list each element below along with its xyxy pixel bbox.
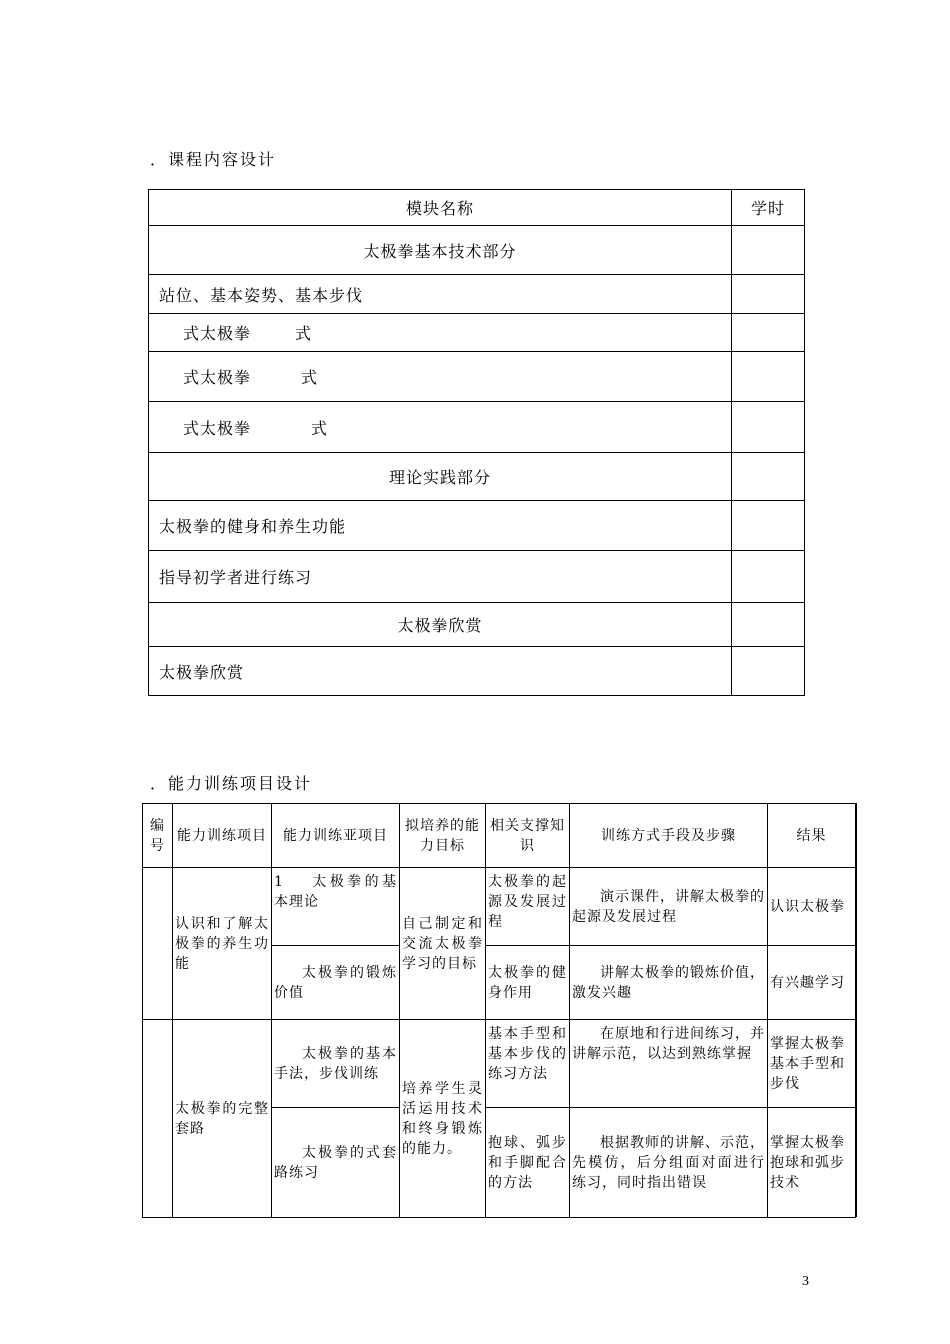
hours-cell — [732, 551, 805, 603]
hours-cell — [732, 226, 805, 275]
subproject-cell: 太极拳的式套路练习 — [272, 1108, 400, 1218]
result-cell: 掌握太极拳抱球和弧步技术 — [768, 1108, 856, 1218]
hours-cell — [732, 402, 805, 453]
module-item: 太极拳欣赏 — [149, 647, 732, 696]
table-row — [143, 1020, 856, 1108]
table-row — [149, 352, 805, 402]
module-item — [149, 402, 732, 453]
header-project: 能力训练项目 — [173, 804, 272, 868]
table-row — [143, 868, 856, 946]
hours-cell — [732, 647, 805, 696]
table-row — [149, 501, 805, 551]
table-row — [149, 226, 805, 275]
form-name: 式太极拳 — [183, 368, 252, 387]
header-subproject: 能力训练亚项目 — [272, 804, 400, 868]
form-name: 式太极拳 — [183, 324, 252, 343]
table-right-double-border — [856, 803, 857, 1217]
knowledge-cell: 太极拳的起源及发展过程 — [486, 868, 570, 946]
sub-text: 太极拳的基本理论 — [274, 874, 397, 910]
header-hours: 学时 — [732, 190, 805, 226]
header-knowledge: 相关支撑知识 — [486, 804, 570, 868]
hours-cell — [732, 603, 805, 647]
table-row — [149, 402, 805, 453]
module-item — [149, 352, 732, 402]
group-title: 理论实践部分 — [149, 453, 732, 501]
table-row — [149, 453, 805, 501]
goal-cell: 自己制定和交流太极拳学习的目标 — [400, 868, 486, 1020]
form-suffix: 式 — [301, 368, 319, 387]
module-item: 太极拳的健身和养生功能 — [149, 501, 732, 551]
table-row — [149, 314, 805, 352]
subproject-cell — [272, 868, 400, 946]
table-row — [149, 647, 805, 696]
method-cell: 根据教师的讲解、示范，先模仿，后分组面对面进行练习，同时指出错误 — [570, 1108, 768, 1218]
subproject-cell: 太极拳的基本手法，步伐训练 — [272, 1020, 400, 1108]
module-item — [149, 314, 732, 352]
table-row — [149, 603, 805, 647]
table-header-row — [143, 804, 856, 868]
section-heading-ability-training: ．能力训练项目设计 — [150, 774, 313, 793]
header-goal: 拟培养的能力目标 — [400, 804, 486, 868]
module-item: 站位、基本姿势、基本步伐 — [149, 275, 732, 314]
header-result: 结果 — [768, 804, 856, 868]
hours-cell — [732, 314, 805, 352]
method-cell: 演示课件，讲解太极拳的起源及发展过程 — [570, 868, 768, 946]
group-title: 太极拳基本技术部分 — [149, 226, 732, 275]
form-name: 式太极拳 — [183, 418, 252, 438]
table-row — [149, 275, 805, 314]
result-cell: 有兴趣学习 — [768, 946, 856, 1020]
result-cell: 掌握太极拳基本手型和步伐 — [768, 1020, 856, 1108]
hours-cell — [732, 352, 805, 402]
section-heading-course-content: ．课程内容设计 — [150, 150, 277, 169]
sub-number: 1 — [274, 874, 284, 890]
goal-cell: 培养学生灵活运用技术和终身锻炼的能力。 — [400, 1020, 486, 1218]
hours-cell — [732, 275, 805, 314]
result-cell: 认识太极拳 — [768, 868, 856, 946]
course-content-table — [148, 189, 805, 696]
table-row — [149, 551, 805, 603]
method-cell: 讲解太极拳的锻炼价值，激发兴趣 — [570, 946, 768, 1020]
knowledge-cell: 太极拳的健身作用 — [486, 946, 570, 1020]
header-module-name: 模块名称 — [149, 190, 732, 226]
ability-training-table — [142, 803, 856, 1218]
project-cell: 认识和了解太极拳的养生功能 — [173, 868, 272, 1020]
knowledge-cell: 基本手型和基本步伐的练习方法 — [486, 1020, 570, 1108]
form-suffix: 式 — [311, 418, 329, 438]
knowledge-cell: 抱球、弧步和手脚配合的方法 — [486, 1108, 570, 1218]
subproject-cell: 太极拳的锻炼价值 — [272, 946, 400, 1020]
header-method: 训练方式手段及步骤 — [570, 804, 768, 868]
hours-cell — [732, 453, 805, 501]
hours-cell — [732, 501, 805, 551]
group-title: 太极拳欣赏 — [149, 603, 732, 647]
group-number — [143, 1020, 173, 1218]
form-suffix: 式 — [295, 324, 313, 343]
header-no: 编号 — [143, 804, 173, 868]
page-number: 3 — [802, 1274, 809, 1289]
project-cell: 太极拳的完整套路 — [173, 1020, 272, 1218]
method-cell: 在原地和行进间练习，并讲解示范，以达到熟练掌握 — [570, 1020, 768, 1108]
group-number — [143, 868, 173, 1020]
table-header-row — [149, 190, 805, 226]
module-item: 指导初学者进行练习 — [149, 551, 732, 603]
